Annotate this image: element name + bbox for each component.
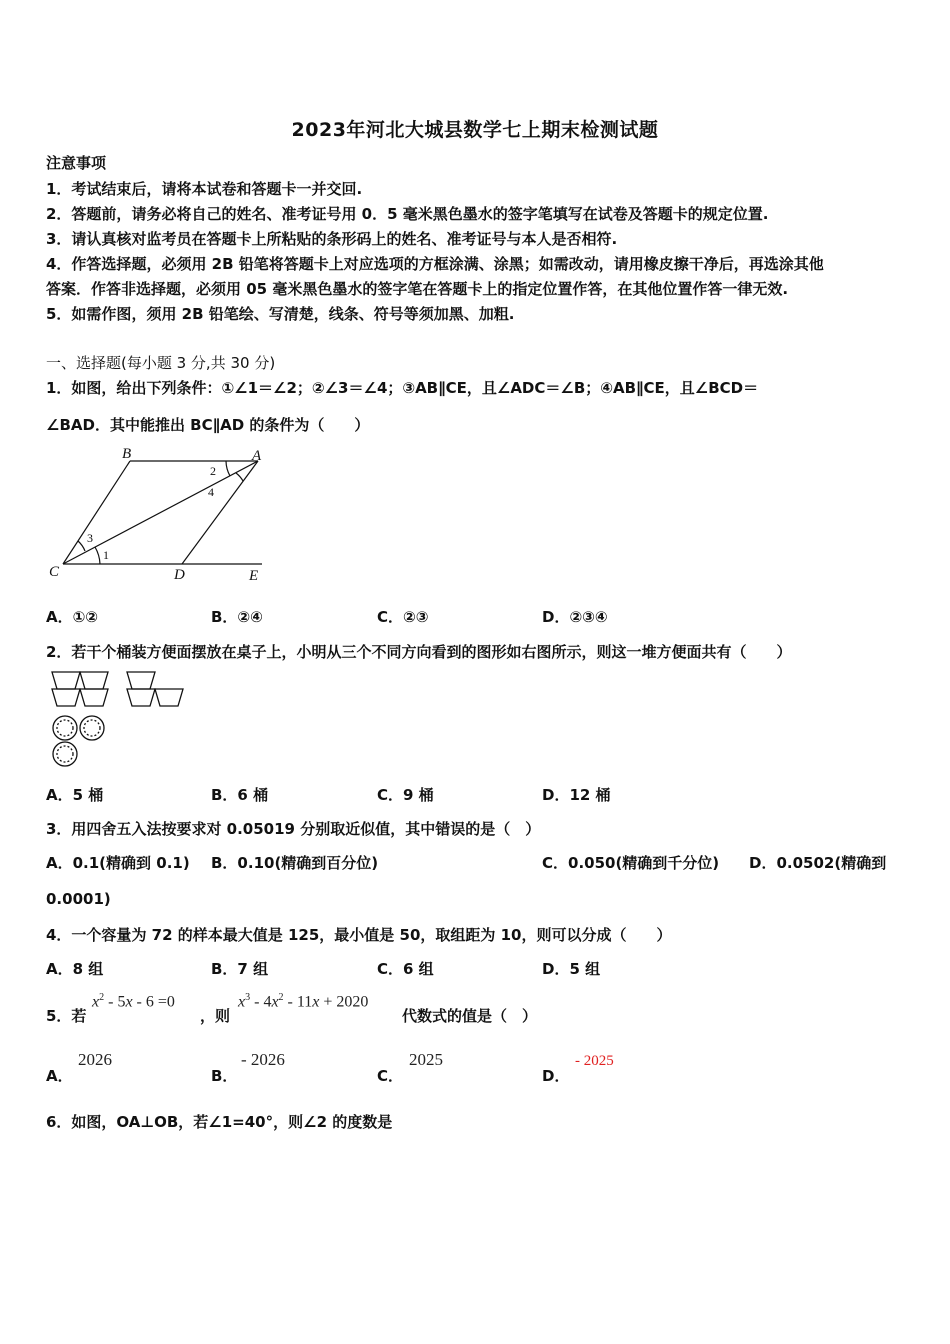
front-view-bowl [52, 672, 80, 689]
q5-mid: ，则 [200, 1007, 231, 1025]
q5-option-c-value: 2025 [409, 1050, 443, 1069]
angle-label-4: 4 [208, 485, 214, 499]
q3-text: 3．用四舍五入法按要求对 0.05019 分别取近似值，其中错误的是（ ） [46, 820, 541, 838]
q1-figure [40, 444, 280, 586]
q5-option-c-label[interactable]: C． [377, 1067, 404, 1085]
side-view-bowl [127, 689, 155, 706]
q5-option-a-value: 2026 [78, 1050, 112, 1069]
q5-equation: $x^2 - 5x - 6 =0$ [92, 992, 175, 1011]
label-a: A [252, 448, 262, 464]
q5-expression: $x^3 - 4x^2 - 11x + 2020$ [238, 992, 369, 1011]
angle-arc-1 [95, 547, 100, 564]
label-c: C [49, 564, 60, 580]
side-view-bowl [127, 672, 155, 689]
segment-ca [63, 461, 258, 564]
q5-option-b-value: - 2026 [241, 1050, 285, 1069]
q6-text: 6．如图，OA⊥OB，若∠1=40°，则∠2 的度数是 [46, 1113, 393, 1131]
notice-item: 5．如需作图，须用 2B 铅笔绘、写清楚，线条、符号等须加黑、加粗. [46, 305, 515, 323]
notice-heading: 注意事项 [46, 154, 107, 172]
notice-item: 2．答题前，请务必将自己的姓名、准考证号用 0．5 毫米黑色墨水的签字笔填写在试卷及答题卡的规定位置. [46, 205, 769, 223]
notice-item: 4．作答选择题，必须用 2B 铅笔将答题卡上对应选项的方框涂满、涂黑；如需改动，请用橡皮擦干净后，再选涂其他 [46, 255, 824, 273]
q1-option-c[interactable]: C．②③ [377, 608, 429, 626]
page-title: 2023年河北大城县数学七上期末检测试题 [291, 119, 659, 141]
q4-option-c[interactable]: C．6 组 [377, 960, 434, 978]
q4-option-b[interactable]: B．7 组 [211, 960, 269, 978]
q5-suffix: 代数式的值是（ ） [402, 1007, 538, 1025]
angle-arc-3 [78, 541, 85, 551]
notice-item: 答案．作答非选择题，必须用 05 毫米黑色墨水的签字笔在答题卡上的指定位置作答，在其他位置作答一律无效. [46, 280, 789, 298]
q1-option-d[interactable]: D．②③④ [542, 608, 608, 626]
q3-option-c[interactable]: C．0.050(精确到千分位) [542, 854, 720, 872]
label-b: B [122, 446, 132, 462]
q1-text-line1: 1．如图，给出下列条件：①∠1＝∠2；②∠3＝∠4；③AB∥CE，且∠ADC＝∠B；④AB∥CE，且∠BCD＝ [46, 379, 759, 397]
notice-item: 3．请认真核对监考员在答题卡上所粘贴的条形码上的姓名、准考证号与本人是否相符. [46, 230, 618, 248]
angle-label-3: 3 [87, 531, 93, 545]
q2-option-a[interactable]: A．5 桶 [46, 786, 104, 804]
q2-option-c[interactable]: C．9 桶 [377, 786, 434, 804]
q5-option-b-label[interactable]: B． [211, 1067, 238, 1085]
q5-option-a-label[interactable]: A． [46, 1067, 73, 1085]
q4-text: 4．一个容量为 72 的样本最大值是 125，最小值是 50，取组距为 10，则可以分成（ ） [46, 926, 672, 944]
front-view-bowl [80, 689, 108, 706]
front-view-bowl [52, 689, 80, 706]
segment-da [182, 461, 258, 564]
q1-option-a[interactable]: A．①② [46, 608, 99, 626]
q2-figure [48, 668, 193, 772]
q3-option-b[interactable]: B．0.10(精确到百分位) [211, 854, 379, 872]
q4-option-a[interactable]: A．8 组 [46, 960, 104, 978]
angle-arc-2 [226, 461, 230, 476]
q3-option-a[interactable]: A．0.1(精确到 0.1) [46, 854, 190, 872]
q5-option-d-label[interactable]: D． [542, 1067, 570, 1085]
q2-text: 2．若干个桶装方便面摆放在桌子上，小明从三个不同方向看到的图形如右图所示，则这一堆方便面共有（ ） [46, 643, 792, 661]
label-e: E [249, 568, 259, 584]
section-heading: 一、选择题(每小题 3 分,共 30 分) [46, 354, 276, 372]
label-d: D [174, 567, 185, 583]
angle-label-1: 1 [103, 548, 109, 562]
q5-option-d-value: - 2025 [575, 1053, 614, 1069]
front-view-bowl [80, 672, 108, 689]
notice-item: 1．考试结束后，请将本试卷和答题卡一并交回. [46, 180, 363, 198]
q2-option-b[interactable]: B．6 桶 [211, 786, 269, 804]
q3-option-d[interactable]: D．0.0502(精确到 [749, 854, 887, 872]
q5-prefix: 5．若 [46, 1007, 87, 1025]
angle-arc-4 [236, 473, 243, 481]
q1-text-line2: ∠BAD．其中能推出 BC∥AD 的条件为（ ） [46, 416, 370, 434]
side-view-bowl [155, 689, 183, 706]
q3-option-d-continuation: 0.0001) [46, 890, 111, 908]
angle-label-2: 2 [210, 464, 216, 478]
q4-option-d[interactable]: D．5 组 [542, 960, 601, 978]
q2-option-d[interactable]: D．12 桶 [542, 786, 611, 804]
q1-option-b[interactable]: B．②④ [211, 608, 263, 626]
